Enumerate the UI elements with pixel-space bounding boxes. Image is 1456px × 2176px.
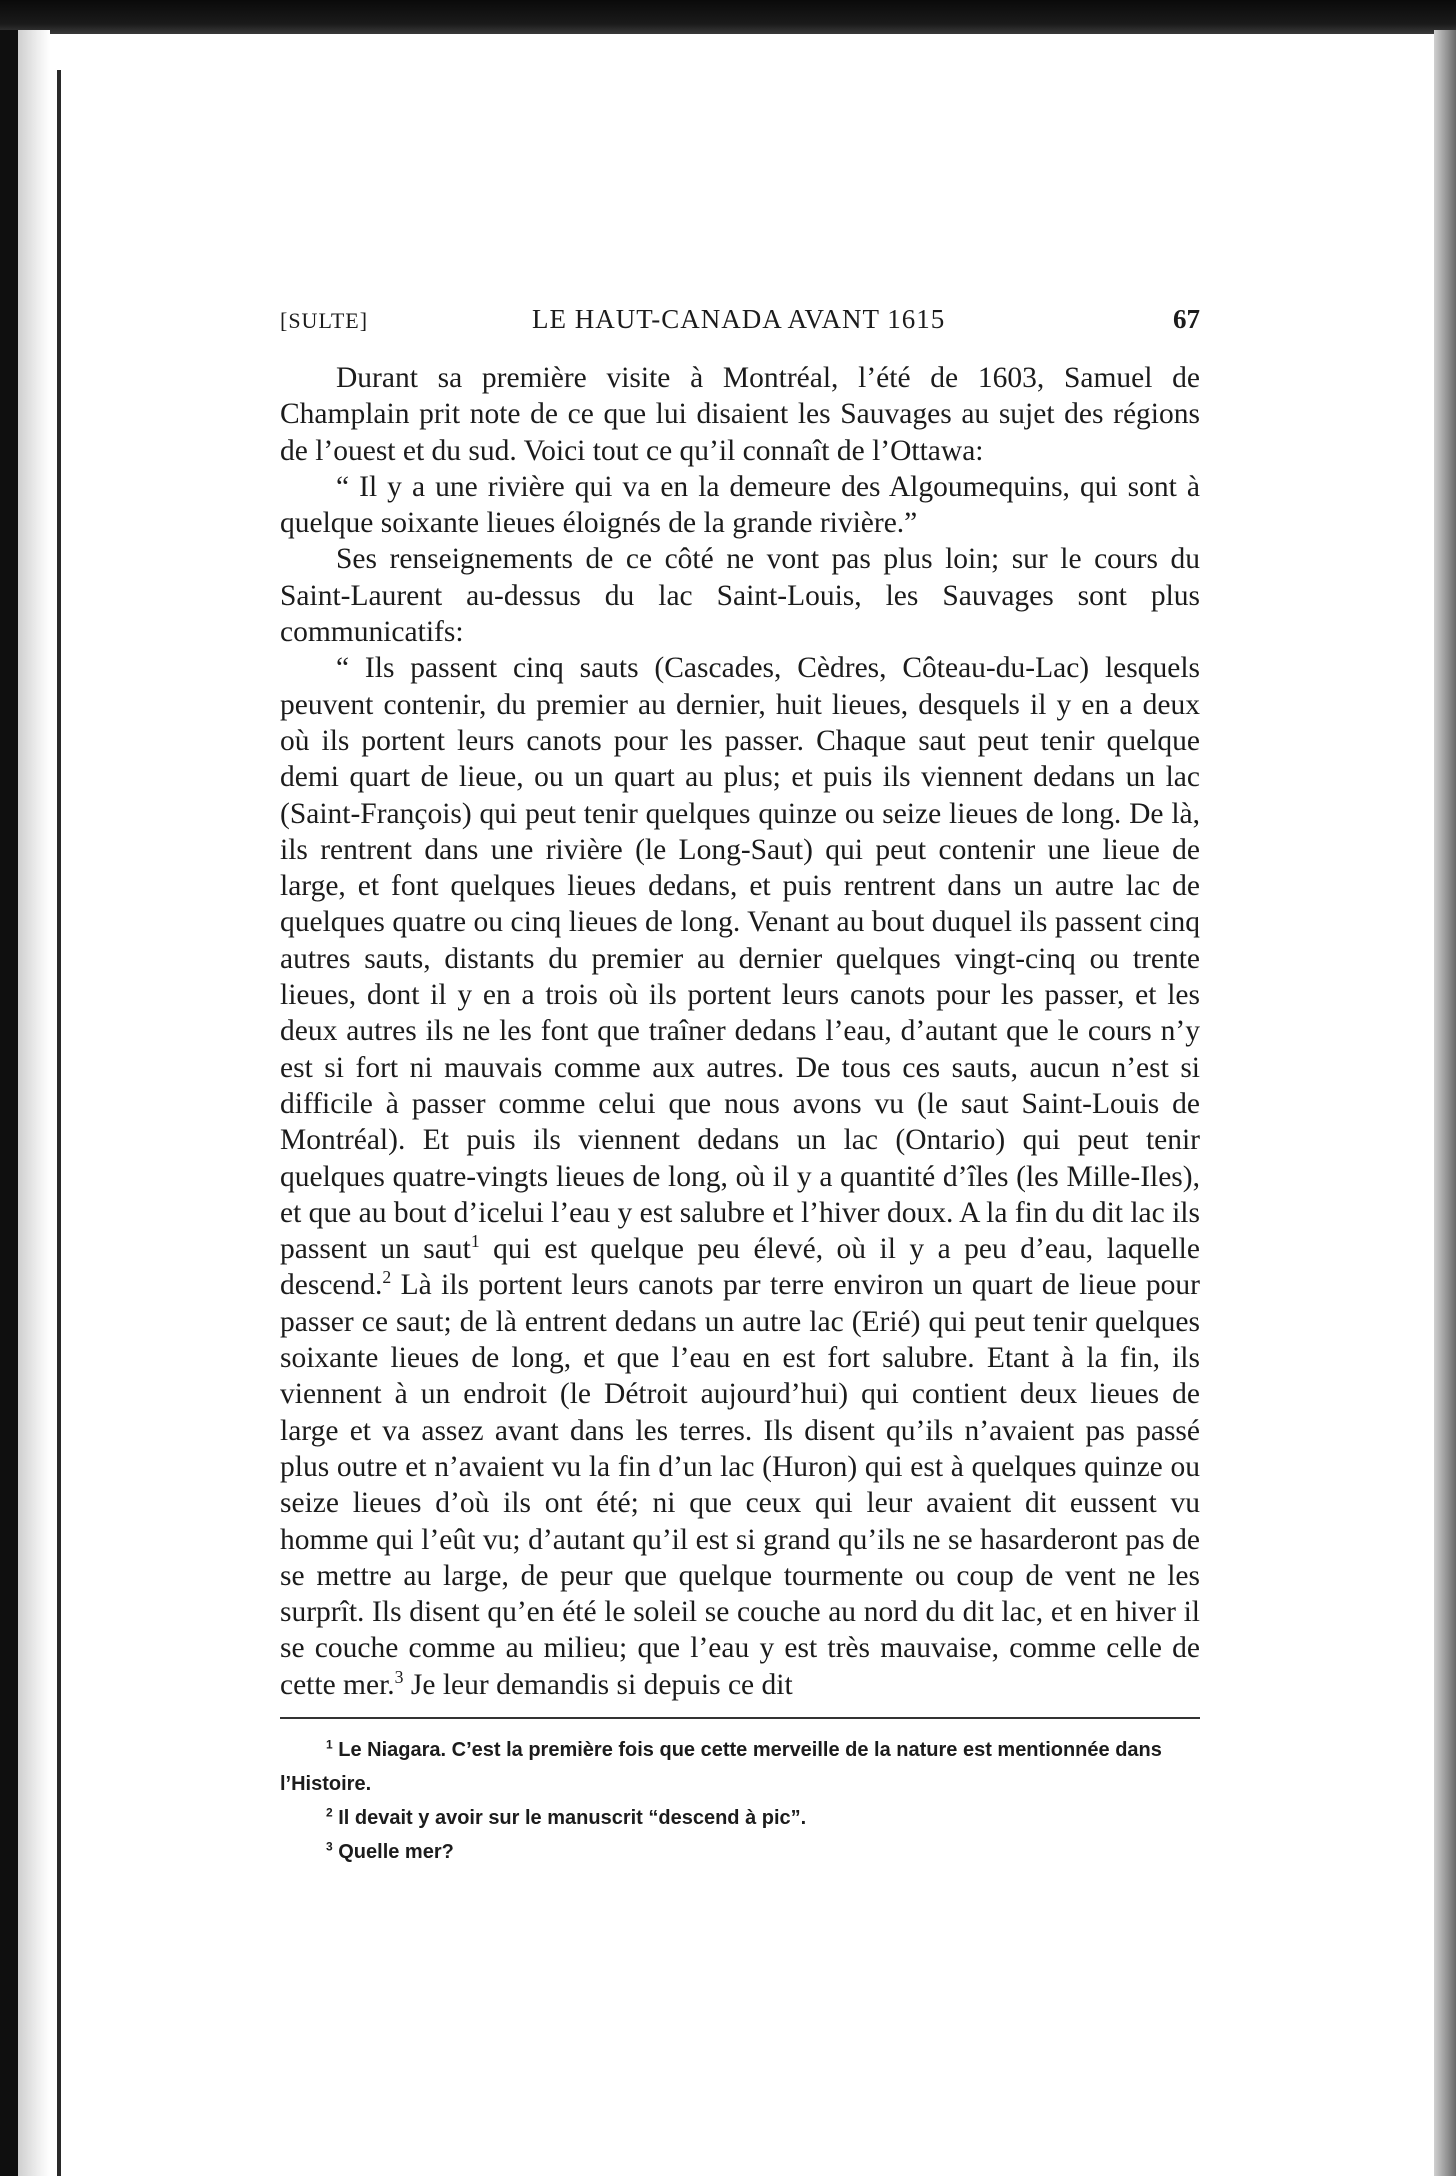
scan-right-border (1434, 30, 1456, 2176)
footnote-ref: 1 (470, 1231, 480, 1252)
paragraph: “ Il y a une rivière qui va en la demeure des Algoumequins, qui sont à quelque soixante lieues éloignés de la grande rivière.” (280, 470, 1200, 540)
quotation-text: “ Ils passent cinq sauts (Cascades, Cèdres, Côteau-du-Lac) lesquels peuvent contenir, du premier au dernier, huit lieues, desquels il y en a deux où ils portent leurs canots pour les passer. Chaque saut peut tenir quelque demi quart de lieue, ou un quart au plus; et puis ils viennent dedans un lac (Saint-François) qui peut tenir quelques quinze ou seize lieues de long. De là, ils rentrent dans une rivière (le Long-Saut) qui peut contenir une lieue de large, et font quelques lieues dedans, et puis rentrent dans un autre lac de quelques quatre ou cinq lieues de long. Venant au bout duquel ils passent cinq autres sauts, distants du premier au dernier quelques vingt-cinq ou trente lieues, dont il y en a trois où ils portent leurs canots pour les passer, et les deux autres ils ne les font que traîner dedans l’eau, d’autant que le cours n’y est si fort ni mauvais comme aux autres. De tous ces sauts, aucun n’est si difficile à passer comme celui que nous avons vu (le saut Saint-Louis de Montréal). Et puis ils viennent dedans un lac (Ontario) qui peut tenir quelques quatre-vingts lieues de long, où il y a quantité d’îles (les Mille-Iles), et que au bout d’icelui l’eau y est salubre et l’hiver doux. A la fin du dit lac ils passent un saut (280, 652, 1200, 1266)
paragraph-quotation (280, 650, 1200, 1703)
paragraph: Ses renseignements de ce côté ne vont pas plus loin; sur le cours du Saint-Laurent au-dessus du lac Saint-Louis, les Sauvages sont plus communicatifs: (280, 543, 1200, 649)
quotation-text: qui est quelque peu élevé, où il y a peu d’eau, laquelle descend. (280, 1233, 1200, 1302)
body-text (280, 360, 1200, 1703)
footnote-text: Il devait y avoir sur le manuscrit “descend à pic”. (332, 1806, 807, 1829)
footnote-ref: 3 (394, 1666, 404, 1687)
footnote-text: Le Niagara. C’est la première fois que cette merveille de la nature est mentionnée dans l’Histoire. (280, 1738, 1162, 1795)
footnote-ref: 2 (382, 1267, 392, 1288)
footnote-rule (280, 1717, 1200, 1719)
page-edge-line (57, 70, 61, 2176)
scan-top-border (0, 0, 1456, 34)
footnote-text: Quelle mer? (332, 1840, 454, 1863)
page-gutter-shadow (18, 30, 50, 2176)
running-head (280, 300, 1200, 340)
scan-left-border (0, 30, 18, 2176)
footnote-mark: 1 (326, 1737, 333, 1752)
footnote-mark: 3 (326, 1839, 333, 1854)
footnote (280, 1801, 1200, 1835)
quotation-text: Je leur demandis si depuis ce dit (403, 1668, 793, 1701)
running-head-author: [SULTE] (280, 308, 369, 333)
page-number: 67 (1173, 304, 1200, 334)
footnote (280, 1733, 1200, 1801)
quotation-text: Là ils portent leurs canots par terre environ un quart de lieue pour passer ce saut; de là entrent dedans un autre lac (Erié) qui peut tenir quelques soixante lieues de long, et que l’eau en est fort salubre. Etant à la fin, ils viennent à un endroit (le Détroit aujourd’hui) qui contient deux lieues de large et va assez avant dans les terres. Ils disent qu’ils n’avaient pas passé plus outre et n’avaient vu la fin d’un lac (Huron) qui est à quelques quinze ou seize lieues d’où ils ont été; ni que ceux qui leur avaient dit eussent vu homme qui l’eût vu; d’autant qu’il est si grand qu’ils ne se hasarderont pas de se mettre au large, de peur que quelque tourmente ou coup de vent ne les surprît. Ils disent qu’en été le soleil se couche au nord du dit lac, et en hiver il se couche comme au milieu; que l’eau y est très mauvaise, comme celle de cette mer. (280, 1269, 1200, 1701)
footnote (280, 1835, 1200, 1869)
paragraph: Durant sa première visite à Montréal, l’été de 1603, Samuel de Champlain prit note de ce que lui disaient les Sauvages au sujet des régions de l’ouest et du sud. Voici tout ce qu’il connaît de l’Ottawa: (280, 362, 1200, 467)
running-head-title: LE HAUT-CANADA AVANT 1615 (532, 304, 946, 334)
footnotes (280, 1733, 1200, 1869)
footnote-mark: 2 (326, 1805, 333, 1820)
book-page (280, 300, 1200, 1869)
